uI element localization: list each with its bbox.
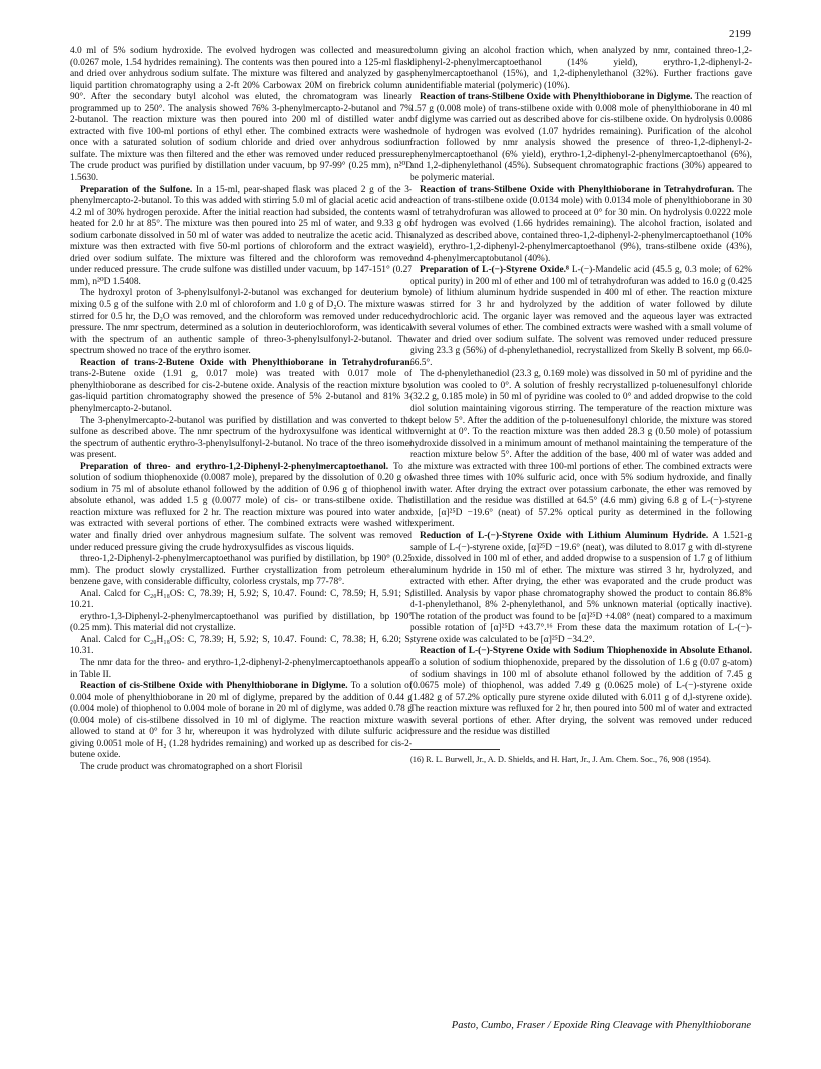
section-heading: Reaction of cis-Stilbene Oxide with Phenylthioborane in Diglyme. — [80, 681, 348, 692]
paragraph-text: L-(−)-Mandelic acid (45.5 g, 0.3 mole; of 62% optical purity) in 200 ml of ether and 100 ml of tetrahydrofuran was added to 16.0 g (0.425 mole) of lithium aluminum hydride suspended in 400 ml of ether. The reaction mixture was stirred for 3 hr and hydrolyzed by the addition of water followed by dilute hydrochloric acid. The organic layer was removed and the aqueous layer was extracted with several volumes of ether. The combined extracts were washed with a small volume of water and dried over sodium sulfate. The solvent was removed under reduced pressure giving 23.3 g (56%) of d-phenylethanediol, recrystallized from Skelly B solvent, mp 66.0-66.5°. — [410, 265, 752, 368]
paragraph — [410, 646, 752, 738]
paragraph — [70, 635, 412, 658]
paragraph-text: Anal. Calcd for C₂₀H₁₈OS: C, 78.39; H, 5.92; S, 10.47. Found: C, 78.38; H, 6.20; S, 10.31. — [70, 634, 412, 657]
footnote: (16) R. L. Burwell, Jr., A. D. Shields, and H. Hart, Jr., J. Am. Chem. Soc., 76, 908 (1954). — [410, 754, 711, 764]
section-heading: Preparation of threo- and erythro-1,2-Diphenyl-2-phenylmercaptoethanol. — [80, 461, 389, 472]
paragraph — [70, 658, 412, 681]
paragraph-text: To a solution of sodium thiophenoxide, prepared by the dissolution of 1.6 g (0.07 g-atom) of sodium shavings in 100 ml of absolute ethanol followed by the addition of 7.45 g (0.0675 mole) of thiophenol, was added 7.49 g (0.0625 mole) of L-(−)-styrene oxide (1.482 g of 57.2% optically pure styrene oxide diluted with 6.011 g of d,l-styrene oxide). The reaction mixture was refluxed for 2 hr, then poured into 500 ml of water and extracted with several portions of ether. After drying, the solvent was removed under reduced pressure and the residue was distilled — [410, 657, 752, 738]
section-heading: Preparation of L-(−)-Styrene Oxide.⁸ — [420, 265, 569, 276]
paragraph — [70, 416, 412, 462]
paragraph-text: The 3-phenylmercapto-2-butanol was purified by distillation and was converted to the sulfone as described above. The nmr spectrum of the hydroxysulfone was identical with the spectrum of authentic erythro-3-phenylsulfonyl-2-butanol. No trace of the threo isomer was present. — [70, 415, 412, 461]
paragraph-text: The reaction of 1.57 g (0.008 mole) of trans-stilbene oxide with 0.008 mole of phenylthioborane in 40 ml of diglyme was carried out as described above for cis-stilbene oxide. On hydrolysis 0.0086 mole of hydrogen was evolved (1.07 hydrides remaining). Purification of the alcohol fraction followed by nmr analysis showed the presence of threo-1,2-diphenyl-2-phenylmercaptoethanol (6% yield), erythro-1,2-diphenyl-2-phenylmercaptoethanol (6%), and 1,2-diphenylethanol (45%). Subsequent chromatographic fractions (30%) appeared to be polymeric material. — [410, 92, 752, 184]
paragraph — [70, 288, 412, 357]
paragraph — [70, 762, 412, 774]
section-heading: Reduction of L-(−)-Styrene Oxide with Lithium Aluminum Hydride. — [420, 530, 709, 541]
paragraph — [410, 265, 752, 369]
paragraph — [70, 612, 412, 635]
paragraph — [410, 185, 752, 266]
paragraph-text: To a solution of 0.004 mole of phenylthioborane in 20 ml of diglyme, prepared by the addition of 0.44 g (0.004 mole) of thiophenol to 0.004 mole of borane in 20 ml of diglyme, was added 0.78 g (0.004 mole) of cis-stilbene dissolved in 10 ml of diglyme. The reaction mixture was allowed to stand at 0° for 3 hr, whereupon it was hydrolyzed with dilute sulfuric acid giving 0.0051 mole of H₂ (1.28 hydrides remaining) and worked up as described for cis-2-butene oxide. — [70, 681, 412, 761]
left-column — [70, 46, 412, 773]
paragraph — [70, 358, 412, 416]
footnote-rule — [410, 749, 500, 750]
paragraph-text: The reaction of trans-stilbene oxide (0.0134 mole) with 0.0134 mole of phenylthioborane in 30 ml of tetrahydrofuran was allowed to proceed at 0° for 30 min. On hydrolysis 0.0222 mole of hydrogen was evolved (1.66 hydrides remaining). The alcohol fraction, isolated and analyzed as described above, contained threo-1,2-diphenyl-2-phenylmercaptoethanol (10% yield), erythro-1,2-diphenyl-2-phenylmercaptoethanol (9%), trans-stilbene oxide (43%), and 4-phenylmercaptobutanol (40%). — [410, 184, 752, 264]
paragraph-text: trans-2-Butene oxide (1.91 g, 0.017 mole) was treated with 0.017 mole of phenylthioborane as described for cis-2-butene oxide. Analysis of the reaction mixture by gas-liquid partition chromatography showed the presence of 5% 2-butanol and 81% 3-phenylmercapto-2-butanol. — [70, 369, 412, 414]
paragraph-text: A 1.521-g sample of L-(−)-styrene oxide, [α]²⁵D −19.6° (neat), was diluted to 8.017 g with dl-styrene oxide, dissolved in 100 ml of ether, and added dropwise to a suspension of 1.7 g of lithium aluminum hydride in 150 ml of ether. The mixture was stirred 3 hr, hydrolyzed, and extracted with ether. After drying, the ether was evaporated and the crude product was distilled. Analysis by vapor phase chromatography showed the product to contain 86.8% d-1-phenylethanol, 8% 2-phenylethanol, and 5% unknown material (optically inactive). The rotation of the product was found to be [α]²⁵D +4.08° (neat) compared to a maximum possible rotation of [α]²⁵D +43.7°.¹⁶ From these data the maximum rotation of L-(−)-styrene oxide was calculated to be [α]²⁵D −34.2°. — [410, 530, 753, 645]
paragraph — [70, 554, 412, 589]
paragraph-text: In a 15-ml, pear-shaped flask was placed 2 g of the 3-phenylmercapto-2-butanol. To this was added with stirring 5.0 ml of glacial acetic acid and 4.2 ml of 30% hydrogen peroxide. After the initial reaction had subsided, the contents was heated for 2.0 hr at 85°. The mixture was then poured into 25 ml of water, and 9.33 g of sodium carbonate dissolved in 50 ml of water was added to neutralize the acetic acid. This mixture was then extracted with five 50-ml portions of chloroform and the extract was dried over sodium sulfate. The mixture was filtered and the chloroform was removed under reduced pressure. The crude sulfone was distilled under vacuum, bp 147-151° (0.27 mm), n²⁰D 1.5408. — [70, 184, 413, 287]
paragraph — [70, 462, 412, 554]
section-heading: Reaction of trans-Stilbene Oxide with Phenylthioborane in Diglyme. — [420, 92, 693, 103]
section-heading: Reaction of trans-2-Butene Oxide with Phenylthioborane in Tetrahydrofuran. — [80, 357, 412, 368]
paragraph-text: threo-1,2-Diphenyl-2-phenylmercaptoethanol was purified by distillation, bp 190° (0.25 mm). The product slowly crystallized. Further crystallization from petroleum ether-benzene gave, with considerable difficulty, colorless crystals, mp 77-78°. — [70, 554, 412, 588]
paragraph-text: The nmr data for the threo- and erythro-1,2-diphenyl-2-phenylmercaptoethanols appear in Table II. — [70, 657, 412, 680]
right-column — [410, 46, 752, 765]
paragraph — [410, 92, 752, 184]
paragraph — [410, 531, 752, 646]
paragraph — [410, 46, 752, 92]
paragraph — [70, 681, 412, 762]
paragraph — [70, 185, 412, 289]
paragraph — [410, 369, 752, 531]
paragraph-text: 4.0 ml of 5% sodium hydroxide. The evolved hydrogen was collected and measured (0.0267 mole, 1.54 hydrides remaining). The contents was then poured into a 125-ml flask and dried over anhydrous sodium sulfate. The mixture was filtered and analyzed by gas-liquid partition chromatography using a 2-ft 20% Carbowax 20M on firebrick column at 90°. After the secondary butyl alcohol was eluted, the chromatogram was linearly programmed up to 250°. The analysis showed 76% 3-phenylmercapto-2-butanol and 7% 2-butanol. The reaction mixture was then poured into 200 ml of distilled water and extracted with five 100-ml portions of ethyl ether. The combined extracts were washed once with a saturated solution of sodium chloride and dried over anhydrous sodium sulfate. The mixture was then filtered and the ether was removed under reduced pressure. The crude product was purified by distillation under vacuum, bp 97-99° (0.25 mm), n²⁰D 1.5630. — [70, 46, 412, 184]
paragraph — [70, 589, 412, 612]
paragraph-text: To a solution of sodium thiophenoxide (0.0087 mole), prepared by the dissolution of 0.20 g of sodium in 75 ml of absolute ethanol followed by the addition of 0.96 g of thiophenol in absolute ethanol, was added 1.5 g (0.0077 mole) of cis- or trans-stilbene oxide. The reaction mixture was refluxed for 2 hr. The reaction mixture was poured into water and was extracted with several portions of ether. The combined extracts were washed with water and finally dried over anhydrous magnesium sulfate. The solvent was removed under reduced pressure giving the crude hydroxysulfides as viscous liquids. — [70, 461, 412, 553]
paragraph-text: The crude product was chromatographed on a short Florisil — [80, 761, 303, 772]
running-footer: Pasto, Cumbo, Fraser / Epoxide Ring Cleavage with Phenylthioborane — [451, 1020, 751, 1031]
paragraph-text: The d-phenylethanediol (23.3 g, 0.169 mole) was dissolved in 50 ml of pyridine and the solution was cooled to 0°. A solution of freshly recrystallized p-toluenesulfonyl chloride (32.2 g, 0.185 mole) in 50 ml of pyridine was cooled to 0° and added dropwise to the cold diol solution maintaining vigorous stirring. The temperature of the reaction mixture was kept below 5°. After the addition of the p-toluenesulfonyl chloride, the mixture was stored overnight at 0°. To the reaction mixture was then added 28.3 g (0.50 mole) of potassium hydroxide dissolved in a minimum amount of methanol maintaining the temperature of the reaction mixture below 5°. After the addition of the base, 400 ml of water was added and the mixture was extracted with three 100-ml portions of ether. The combined extracts were washed three times with 10% sulfuric acid, once with 5% sodium hydroxide, and finally with water. After drying the extract over potassium carbonate, the ether was removed by distillation and the residue was distilled at 64.5° (4.6 mm) giving 6.8 g of L-(−)-styrene oxide, [α]²⁵D −19.6° (neat) of 57.2% optical purity as determined in the following experiment. — [410, 369, 752, 530]
paragraph-text: column giving an alcohol fraction which, when analyzed by nmr, contained threo-1,2-diphenyl-2-phenylmercaptoethanol (14% yield), erythro-1,2-diphenyl-2-phenylmercaptoethanol (15%), and 1,2-diphenylethanol (32%). Further fractions gave unidentifiable material (polymeric) (10%). — [410, 46, 752, 91]
section-heading: Reaction of trans-Stilbene Oxide with Phenylthioborane in Tetrahydrofuran. — [420, 184, 735, 195]
paragraph-text: The hydroxyl proton of 3-phenylsulfonyl-2-butanol was exchanged for deuterium by mixing 0.5 g of the sulfone with 2.0 ml of chloroform and 1.0 g of D₂O. The mixture was stirred for 0.5 hr, the D₂O was removed, and the chloroform was removed under reduced pressure. The nmr spectrum, determined as a solution in deuteriochloroform, was identical with the spectrum of an authentic sample of threo-3-phenylsulfonyl-2-butanol. The spectrum showed no trace of the erythro isomer. — [70, 288, 412, 357]
paragraph-text: erythro-1,3-Diphenyl-2-phenylmercaptoethanol was purified by distillation, bp 190° (0.25 mm). This material did not crystallize. — [70, 611, 412, 634]
paragraph-text: Anal. Calcd for C₂₀H₁₈OS: C, 78.39; H, 5.92; S, 10.47. Found: C, 78.59; H, 5.91; S, 10.21. — [70, 588, 412, 611]
section-heading: Reaction of L-(−)-Styrene Oxide with Sodium Thiophenoxide in Absolute Ethanol. — [420, 646, 752, 657]
page-number: 2199 — [729, 28, 751, 40]
section-heading: Preparation of the Sulfone. — [80, 184, 193, 195]
paragraph — [70, 46, 412, 185]
